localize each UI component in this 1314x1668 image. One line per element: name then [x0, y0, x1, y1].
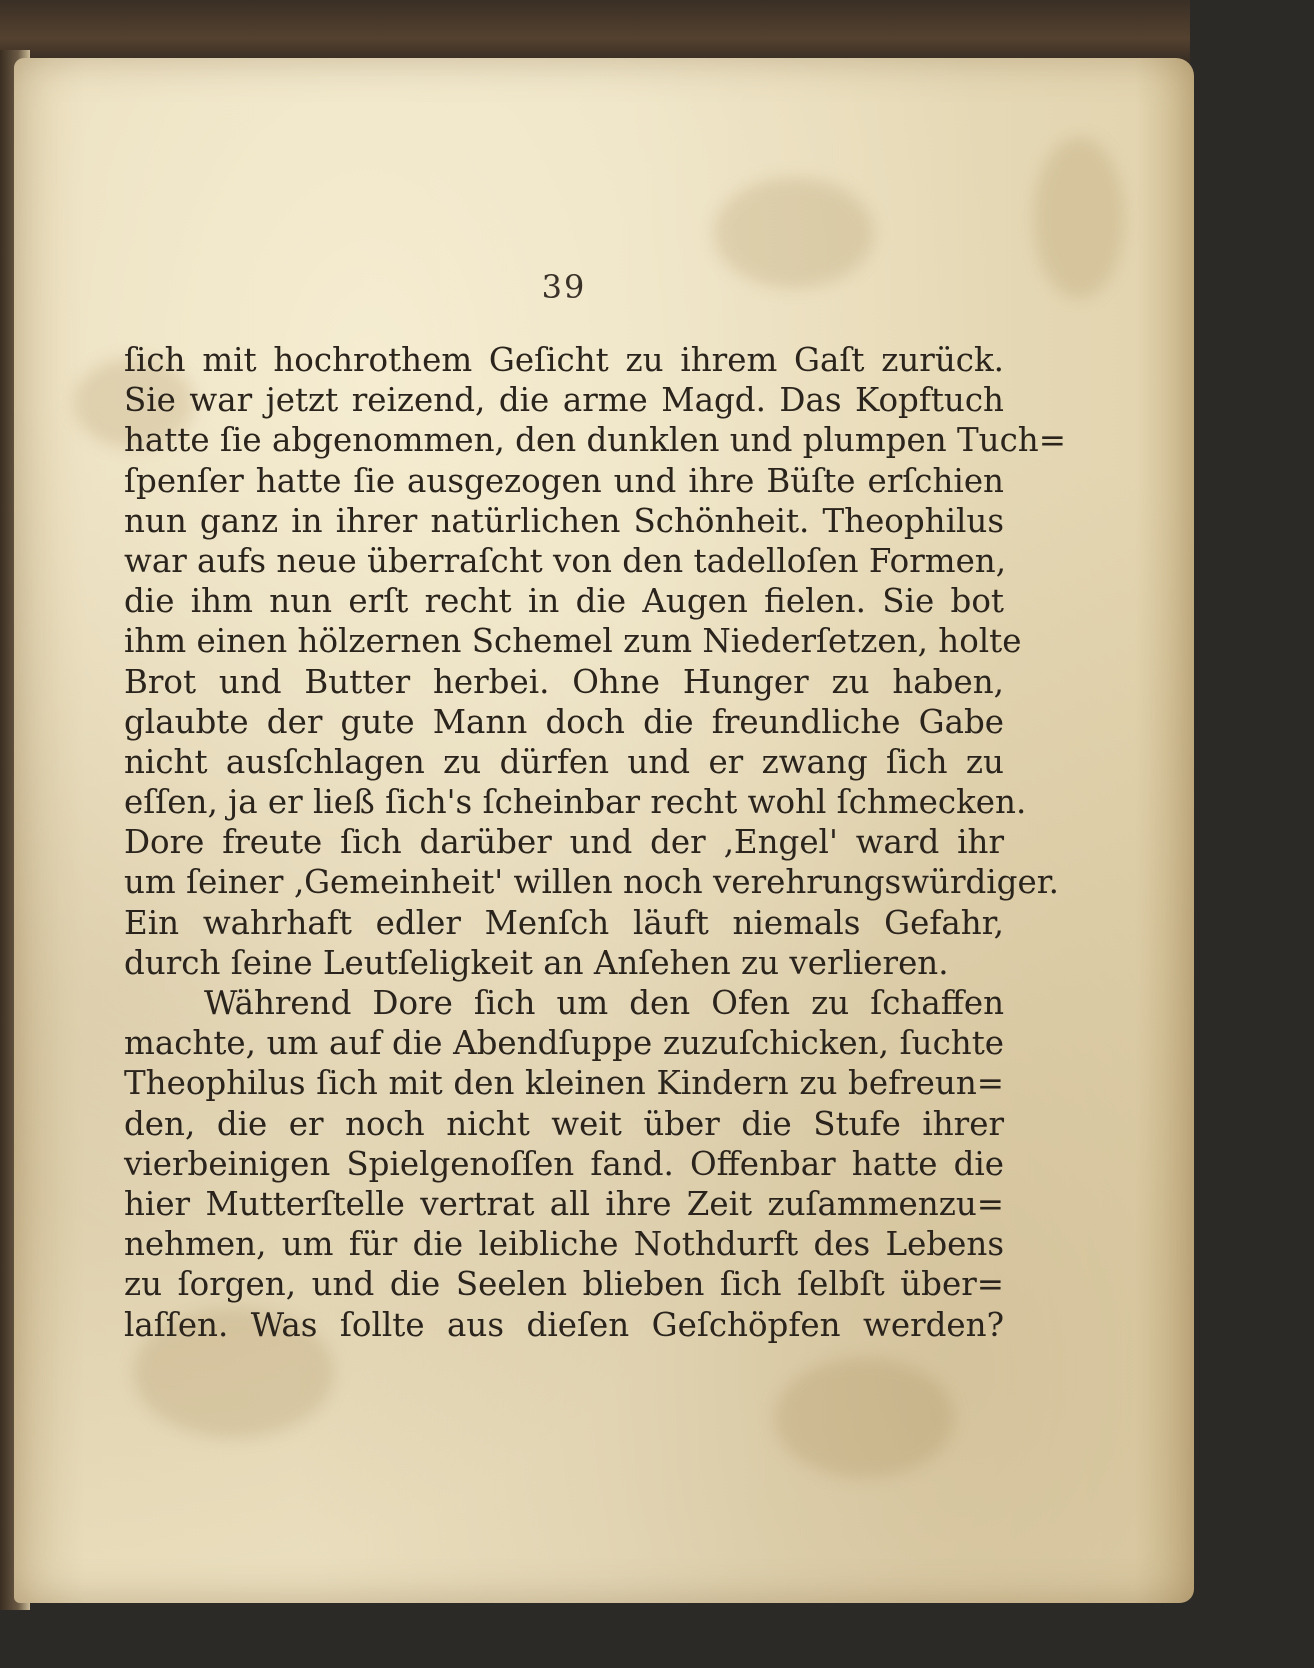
book-page	[14, 58, 1194, 1603]
text-line: um ſeiner ‚Gemeinheit' willen noch verehrungswürdiger.	[124, 863, 1060, 902]
text-line: vierbeinigen Spielgenoſſen fand. Offenbar hatte die	[124, 1144, 1004, 1183]
text-line: Theophilus ſich mit den kleinen Kindern zu befreun=	[124, 1064, 1004, 1103]
text-line: nun ganz in ihrer natürlichen Schönheit. Theophilus	[124, 501, 1004, 540]
text-line: glaubte der gute Mann doch die freundliche Gabe	[124, 702, 1004, 741]
text-line: den, die er noch nicht weit über die Stufe ihrer	[124, 1104, 1004, 1143]
text-line: war aufs neue überraſcht von den tadelloſen Formen,	[124, 541, 1007, 580]
body-text	[124, 340, 1066, 1345]
text-line: machte, um auf die Abendſuppe zuzuſchicken, ſuchte	[124, 1024, 1004, 1063]
foxing-stain	[774, 1358, 954, 1478]
text-line: Ein wahrhaft edler Menſch läuft niemals Gefahr,	[124, 903, 1004, 942]
text-line: durch ſeine Leutſeligkeit an Anſehen zu verlieren.	[124, 943, 949, 982]
text-line: laſſen. Was ſollte aus dieſen Geſchöpfen werden?	[124, 1305, 1004, 1344]
text-line: Während Dore ſich um den Ofen zu ſchaffen	[204, 984, 1004, 1022]
text-line: die ihm nun erſt recht in die Augen fielen. Sie bot	[124, 582, 1004, 621]
text-line: nicht ausſchlagen zu dürfen und er zwang ſich zu	[124, 742, 1004, 781]
text-line: Sie war jetzt reizend, die arme Magd. Das Kopftuch	[124, 381, 1004, 420]
text-line: Brot und Butter herbei. Ohne Hunger zu haben,	[124, 662, 1004, 701]
text-line: eſſen, ja er ließ ſich's ſcheinbar recht wohl ſchmecken.	[124, 783, 1027, 822]
text-line: ſich mit hochrothem Geſicht zu ihrem Gaſt zurück.	[124, 341, 1004, 379]
text-line: zu ſorgen, und die Seelen blieben ſich ſelbſt über=	[124, 1265, 1004, 1304]
text-line: hier Mutterſtelle vertrat all ihre Zeit zuſammenzu=	[124, 1184, 1004, 1223]
text-line: Dore freute ſich darüber und der ‚Engel' ward ihr	[124, 823, 1004, 862]
text-line: hatte ſie abgenommen, den dunklen und plumpen Tuch=	[124, 421, 1066, 460]
text-line: ſpenſer hatte ſie ausgezogen und ihre Büſte erſchien	[124, 461, 1004, 500]
text-line: nehmen, um für die leibliche Nothdurft des Lebens	[124, 1225, 1004, 1264]
text-line: ihm einen hölzernen Schemel zum Niederſetzen, holte	[124, 622, 1022, 661]
page-number: 39	[541, 268, 587, 306]
